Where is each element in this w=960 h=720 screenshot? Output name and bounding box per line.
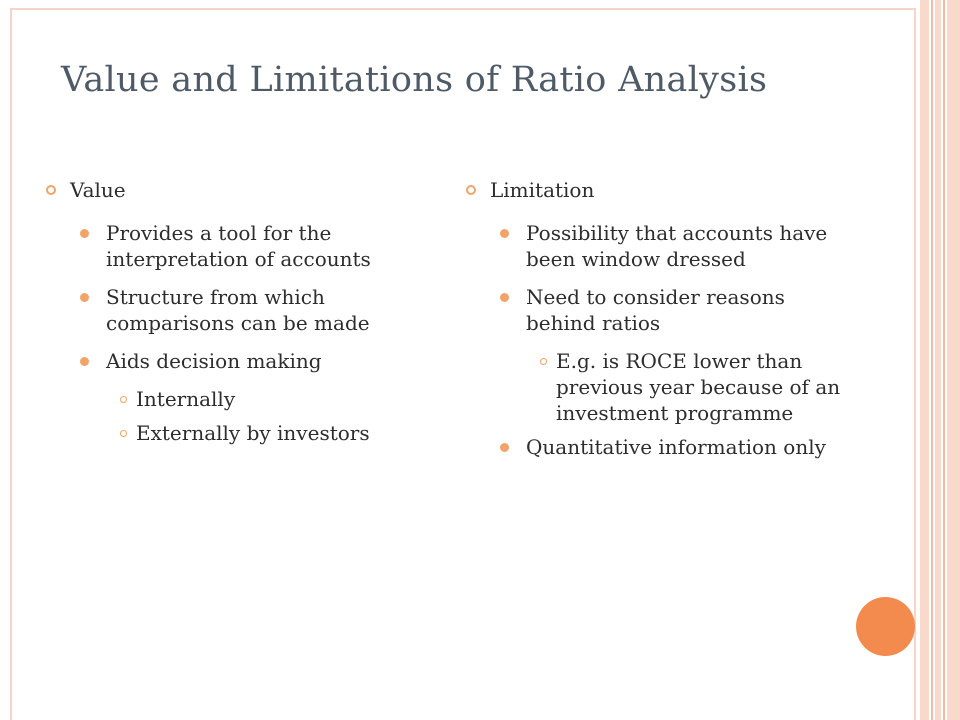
dot-bullet-icon [500,293,509,302]
right-decorative-stripe [931,0,933,720]
right-decorative-stripe [935,0,941,720]
dot-bullet-icon [80,357,89,366]
small-ring-bullet-icon [120,396,127,403]
value-item [46,348,436,374]
limitation-column [466,178,856,472]
dot-bullet-icon [80,229,89,238]
value-column [46,178,436,454]
limitation-item [466,284,856,336]
limitation-item-text: Quantitative information only [526,435,826,459]
dot-bullet-icon [500,229,509,238]
right-decorative-stripe [943,0,945,720]
value-item [46,220,436,272]
right-decorative-stripe [947,0,960,720]
value-item-text: Provides a tool for the interpretation of accounts [106,221,371,271]
value-subitem-text: Internally [136,387,236,411]
slide-title: Value and Limitations of Ratio Analysis [61,60,768,100]
value-item-text: Structure from which comparisons can be made [106,285,370,335]
right-decorative-stripe [920,0,929,720]
limitation-item [466,434,856,460]
limitation-item-text: Possibility that accounts have been window dressed [526,221,828,271]
value-item-text: Aids decision making [106,349,322,373]
ring-bullet-icon [466,185,476,195]
limitation-item-text: Need to consider reasons behind ratios [526,285,785,335]
dot-bullet-icon [500,443,509,452]
ring-bullet-icon [46,185,56,195]
small-ring-bullet-icon [120,430,127,437]
limitation-subitem-text: E.g. is ROCE lower than previous year because of an investment programme [556,349,841,425]
dot-bullet-icon [80,293,89,302]
limitation-heading [466,178,856,202]
value-subitem [46,420,436,446]
limitation-subitem [466,348,856,426]
limitation-item [466,220,856,272]
small-ring-bullet-icon [540,358,547,365]
limitation-heading-text: Limitation [490,178,595,202]
orange-accent-circle [856,597,915,656]
value-subitem [46,386,436,412]
value-subitem-text: Externally by investors [136,421,370,445]
value-heading-text: Value [70,178,126,202]
value-heading [46,178,436,202]
value-item [46,284,436,336]
